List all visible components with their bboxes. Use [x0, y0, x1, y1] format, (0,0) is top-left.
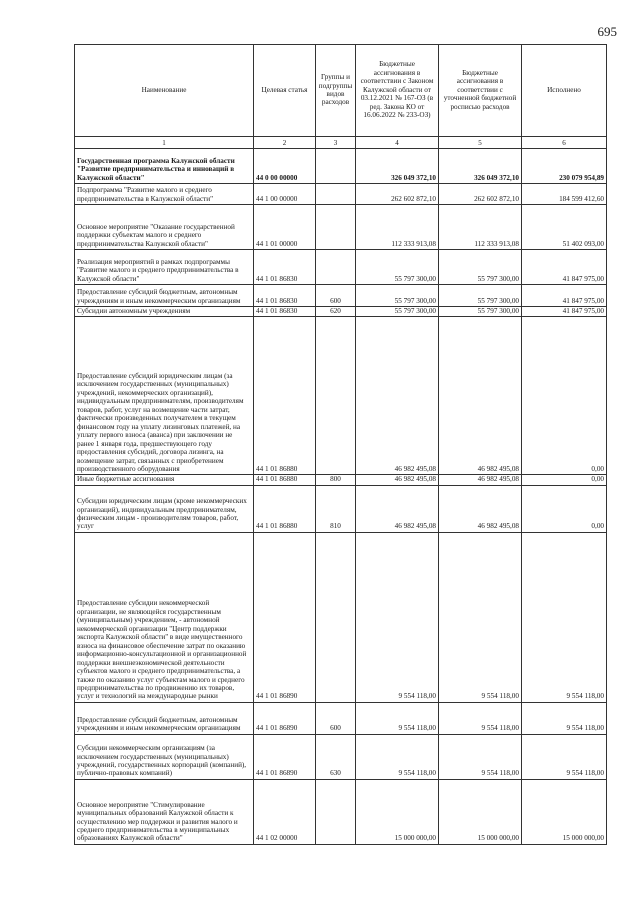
row-refined-allocation: 46 982 495,08	[439, 317, 522, 475]
row-executed: 41 847 975,00	[522, 285, 607, 307]
row-target-article: 44 1 01 86830	[254, 285, 316, 307]
table-row	[75, 485, 607, 532]
row-law-allocation: 326 049 372,10	[356, 149, 439, 184]
row-name: Реализация мероприятий в рамках подпрограммы "Развитие малого и среднего предпринимательства в Калужской области"	[75, 250, 254, 285]
row-expense-group: 600	[316, 285, 356, 307]
table-row	[75, 317, 607, 475]
table-row	[75, 250, 607, 285]
row-law-allocation: 262 602 872,10	[356, 184, 439, 205]
row-refined-allocation: 326 049 372,10	[439, 149, 522, 184]
table-row	[75, 307, 607, 317]
table-body	[75, 149, 607, 845]
row-name: Предоставление субсидий бюджетным, автономным учреждениям и иным некоммерческим организациям	[75, 285, 254, 307]
row-name: Субсидии автономным учреждениям	[75, 307, 254, 317]
row-refined-allocation: 262 602 872,10	[439, 184, 522, 205]
column-number: 6	[522, 137, 607, 149]
header-law-allocations: Бюджетные ассигнования в соответствии с Законом Калужской области от 03.12.2021 № 167-ОЗ (в ред. Закона КО от 16.06.2022 № 233-ОЗ)	[356, 45, 439, 137]
row-executed: 9 554 118,00	[522, 702, 607, 734]
row-name: Основное мероприятие "Оказание государственной поддержки субъектам малого и среднего предпринимательства Калужской области"	[75, 205, 254, 250]
row-law-allocation: 9 554 118,00	[356, 734, 439, 779]
row-target-article: 44 1 01 00000	[254, 205, 316, 250]
row-executed: 184 599 412,60	[522, 184, 607, 205]
row-law-allocation: 112 333 913,08	[356, 205, 439, 250]
row-refined-allocation: 112 333 913,08	[439, 205, 522, 250]
row-refined-allocation: 9 554 118,00	[439, 532, 522, 702]
row-expense-group: 810	[316, 485, 356, 532]
row-executed: 230 079 954,89	[522, 149, 607, 184]
row-executed: 9 554 118,00	[522, 734, 607, 779]
header-name: Наименование	[75, 45, 254, 137]
row-expense-group	[316, 149, 356, 184]
column-number: 3	[316, 137, 356, 149]
row-name: Предоставление субсидии некоммерческой организации, не являющейся государственным (муниципальным) учреждением, - автономной некоммерческой организации "Центр поддержки экспорта Калужской области" в виде имущественного взноса на финансовое обеспечение затрат по оказанию информационно-консультационной и организационной поддержки внешнеэкономической деятельности субъектов малого и среднего предпринимательства, а также по оказанию услуг субъектам малого и среднего предпринимательства по продвижению их товаров, услуг и технологий на международные рынки	[75, 532, 254, 702]
header-target-article: Целевая статья	[254, 45, 316, 137]
budget-table	[74, 44, 607, 845]
row-refined-allocation: 9 554 118,00	[439, 734, 522, 779]
row-law-allocation: 46 982 495,08	[356, 475, 439, 485]
table-row	[75, 184, 607, 205]
row-name: Иные бюджетные ассигнования	[75, 475, 254, 485]
row-target-article: 44 1 02 00000	[254, 779, 316, 844]
row-target-article: 44 1 01 86880	[254, 475, 316, 485]
row-executed: 51 402 093,00	[522, 205, 607, 250]
row-name: Предоставление субсидий юридическим лицам (за исключением государственных (муниципальных) учреждений, некоммерческих организаций), индивидуальным предпринимателям, производителям товаров, работ, услуг на возмещение части затрат, фактически произведенных получателем в текущем финансовом году на уплату лизинговых платежей, на уплату первого взноса (аванса) при заключении не ранее 1 января года, предшествующего году предоставления субсидий, договора лизинга, на возмещение затрат, связанных с приобретением производственного оборудования	[75, 317, 254, 475]
row-name: Субсидии юридическим лицам (кроме некоммерческих организаций), индивидуальным предпринимателям, физическим лицам - производителям товаров, работ, услуг	[75, 485, 254, 532]
row-refined-allocation: 55 797 300,00	[439, 285, 522, 307]
row-target-article: 44 0 00 00000	[254, 149, 316, 184]
row-target-article: 44 1 01 86830	[254, 307, 316, 317]
header-executed: Исполнено	[522, 45, 607, 137]
row-executed: 9 554 118,00	[522, 532, 607, 702]
row-target-article: 44 1 01 86890	[254, 532, 316, 702]
row-target-article: 44 1 01 86880	[254, 485, 316, 532]
row-refined-allocation: 55 797 300,00	[439, 250, 522, 285]
table-row	[75, 532, 607, 702]
table-row	[75, 475, 607, 485]
row-law-allocation: 46 982 495,08	[356, 485, 439, 532]
row-expense-group	[316, 250, 356, 285]
row-expense-group: 800	[316, 475, 356, 485]
row-expense-group: 630	[316, 734, 356, 779]
row-law-allocation: 55 797 300,00	[356, 307, 439, 317]
row-executed: 0,00	[522, 485, 607, 532]
column-number: 1	[75, 137, 254, 149]
row-law-allocation: 55 797 300,00	[356, 250, 439, 285]
row-law-allocation: 9 554 118,00	[356, 532, 439, 702]
header-row	[75, 45, 607, 137]
header-expense-groups: Группы и подгруппы видов расходов	[316, 45, 356, 137]
row-expense-group: 620	[316, 307, 356, 317]
row-refined-allocation: 46 982 495,08	[439, 475, 522, 485]
row-expense-group	[316, 205, 356, 250]
row-executed: 41 847 975,00	[522, 307, 607, 317]
row-law-allocation: 9 554 118,00	[356, 702, 439, 734]
column-number: 4	[356, 137, 439, 149]
row-executed: 0,00	[522, 317, 607, 475]
row-executed: 15 000 000,00	[522, 779, 607, 844]
row-name: Государственная программа Калужской области "Развитие предпринимательства и инноваций в Калужской области"	[75, 149, 254, 184]
table-row	[75, 702, 607, 734]
row-refined-allocation: 55 797 300,00	[439, 307, 522, 317]
row-expense-group: 600	[316, 702, 356, 734]
row-executed: 41 847 975,00	[522, 250, 607, 285]
row-target-article: 44 1 01 86890	[254, 734, 316, 779]
row-target-article: 44 1 00 00000	[254, 184, 316, 205]
column-number: 2	[254, 137, 316, 149]
table-row	[75, 205, 607, 250]
row-expense-group	[316, 779, 356, 844]
row-target-article: 44 1 01 86880	[254, 317, 316, 475]
row-refined-allocation: 46 982 495,08	[439, 485, 522, 532]
row-expense-group	[316, 317, 356, 475]
row-name: Субсидии некоммерческим организациям (за исключением государственных (муниципальных) учреждений, государственных корпораций (компаний), публично-правовых компаний)	[75, 734, 254, 779]
row-law-allocation: 46 982 495,08	[356, 317, 439, 475]
table-row	[75, 734, 607, 779]
row-executed: 0,00	[522, 475, 607, 485]
row-expense-group	[316, 184, 356, 205]
row-name: Основное мероприятие "Стимулирование муниципальных образований Калужской области к осуществлению мер поддержки и развития малого и среднего предпринимательства в муниципальных образованиях Калужской области"	[75, 779, 254, 844]
row-expense-group	[316, 532, 356, 702]
row-law-allocation: 55 797 300,00	[356, 285, 439, 307]
header-refined-allocations: Бюджетные ассигнования в соответствии с уточненной бюджетной росписью расходов	[439, 45, 522, 137]
table-row	[75, 285, 607, 307]
row-name: Подпрограмма "Развитие малого и среднего предпринимательства в Калужской области"	[75, 184, 254, 205]
table-row	[75, 149, 607, 184]
row-refined-allocation: 9 554 118,00	[439, 702, 522, 734]
row-refined-allocation: 15 000 000,00	[439, 779, 522, 844]
row-target-article: 44 1 01 86830	[254, 250, 316, 285]
page-number: 695	[597, 24, 617, 39]
row-name: Предоставление субсидий бюджетным, автономным учреждениям и иным некоммерческим организациям	[75, 702, 254, 734]
column-number: 5	[439, 137, 522, 149]
table-row	[75, 779, 607, 844]
row-target-article: 44 1 01 86890	[254, 702, 316, 734]
row-law-allocation: 15 000 000,00	[356, 779, 439, 844]
column-number-row	[75, 137, 607, 149]
